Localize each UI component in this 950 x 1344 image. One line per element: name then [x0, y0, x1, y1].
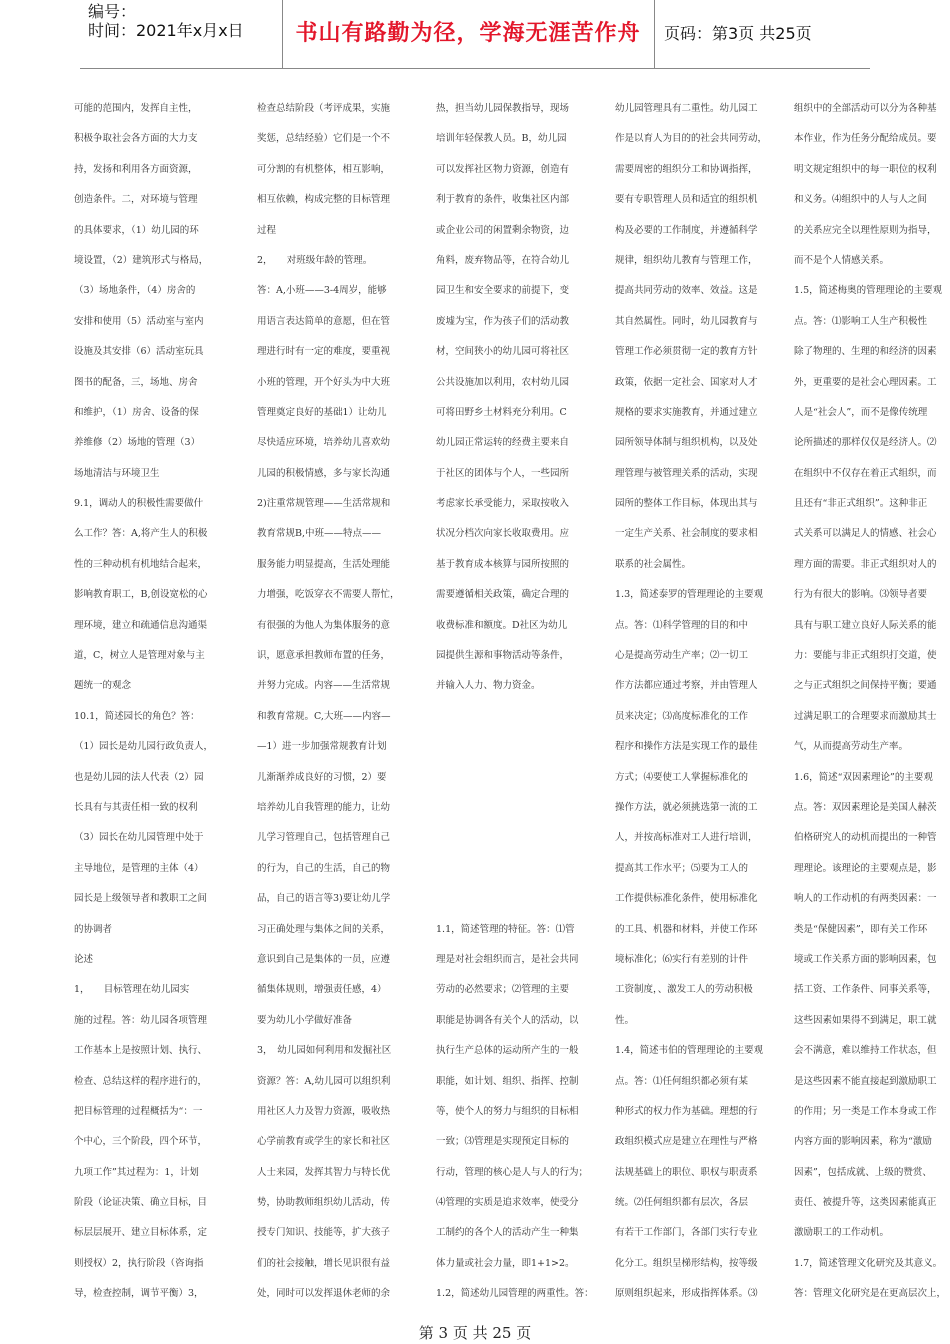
text-line: 废墟为宝，作为孩子们的活动教 — [436, 315, 570, 327]
text-line: 工制约的各个人的活动产生一种集 — [436, 1227, 579, 1239]
text-line: 程序和操作方法是实现工作的最佳 — [615, 741, 758, 753]
text-line: 境或工作关系方面的影响因素，包 — [794, 953, 937, 965]
text-line: 具有与职工建立良好人际关系的能 — [794, 619, 937, 631]
text-line: 的具体要求，（1）幼儿园的环 — [74, 224, 199, 236]
text-line: 明文规定组织中的每一职位的权利 — [794, 163, 937, 175]
text-line: 相互依赖，构成完整的目标管理 — [257, 194, 391, 206]
text-line: 理理论。该理论的主要观点是，影 — [794, 862, 937, 874]
text-line: 影响教育职工，B,创设宽松的心 — [74, 589, 208, 601]
text-line: 作是以育人为目的的社会共同劳动， — [615, 133, 768, 145]
text-line: 1.3，简述泰罗的管理理论的主要观 — [615, 589, 764, 601]
text-line: 考虑家长承受能力，采取按收入 — [436, 498, 570, 510]
text-line: 处，同时可以发挥退休老师的余 — [257, 1288, 391, 1300]
text-line: 儿渐渐养成良好的习惯，2）要 — [257, 771, 387, 783]
text-line: 性。 — [615, 1014, 635, 1026]
text-line: ⑷管理的实质是追求效率，使受分 — [436, 1197, 579, 1209]
text-line: 阶段（论证决策、确立目标，目 — [74, 1197, 208, 1209]
text-line: 且还有“非正式组织”。这种非正 — [794, 498, 928, 510]
text-line: 小班的管理，开个好头为中大班 — [257, 376, 391, 388]
text-line: 检查、总结这样的程序进行的， — [74, 1075, 208, 1087]
header-page-cell — [654, 0, 870, 68]
text-line: 境标准化；⑹实行有差别的计件 — [615, 953, 749, 965]
text-line: 施的过程。答：幼儿园各项管理 — [74, 1014, 208, 1026]
text-line: 伯格研究人的动机而提出的一种管 — [794, 832, 937, 844]
text-column-3 — [436, 94, 594, 1310]
header-motto-cell — [282, 0, 655, 68]
text-line: 式关系可以满足人的情感、社会心 — [794, 528, 937, 540]
text-line: 长具有与其责任相一致的权利 — [74, 801, 198, 813]
text-line: 提高其工作水平；⑸要为工人的 — [615, 862, 749, 874]
text-line: 原则组织起来，形成指挥体系。⑶ — [615, 1288, 758, 1300]
text-line: 创造条件。二，对环境与管理 — [74, 194, 198, 206]
text-line: 之与正式组织之间保持平衡；要通 — [794, 680, 937, 692]
text-line: 题统一的观念 — [74, 680, 132, 692]
text-line: 公共设施加以利用，农村幼儿园 — [436, 376, 570, 388]
text-line: 持，发扬和利用各方面资源， — [74, 163, 198, 175]
text-line — [436, 793, 586, 823]
text-line: 境设置，（2）建筑形式与格局， — [74, 254, 209, 266]
text-line: 图书的配备，三，场地、房舍 — [74, 376, 198, 388]
text-line: 园提供生源和事物活动等条件， — [436, 650, 570, 662]
text-line: 责任、被提升等，这类因素能真正 — [794, 1197, 937, 1209]
text-line: 有很强的为他人为集体服务的意 — [257, 619, 391, 631]
text-line: 标层层展开、建立目标体系，定 — [74, 1227, 208, 1239]
text-line: 激励职工的工作动机。 — [794, 1227, 890, 1239]
text-line: 和教育常规。C,大班——内容— — [257, 710, 391, 722]
text-line: 化分工。组织呈梯形结构，按等级 — [615, 1257, 758, 1269]
text-line: 答：A,小班——3-4周岁，能够 — [257, 285, 387, 297]
text-line: 政组织模式应是建立在理性与严格 — [615, 1136, 758, 1148]
text-line: 管理奠定良好的基础1）让幼儿 — [257, 406, 387, 418]
text-line — [436, 854, 586, 884]
text-line: 构及必要的工作制度，并遵循科学 — [615, 224, 758, 236]
text-line: 外，更重要的是社会心理因素。工 — [794, 376, 937, 388]
text-line: 培养幼儿自我管理的能力，让幼 — [257, 801, 391, 813]
text-line: 力：要能与非正式组织打交道，使 — [794, 650, 937, 662]
text-line: 并输入人力、物力资金。 — [436, 680, 541, 692]
text-line: 本作业，作为任务分配给成员。要 — [794, 133, 937, 145]
text-line: 1.1，简述管理的特征。答：⑴管 — [436, 923, 575, 935]
text-line: 园所的整体工作目标，体现出其与 — [615, 498, 758, 510]
text-line: 法规基础上的职位、职权与职责系 — [615, 1166, 758, 1178]
text-line: 职能是协调各有关个人的活动，以 — [436, 1014, 579, 1026]
text-line: 习正确处理与集体之间的关系， — [257, 923, 391, 935]
text-line: 于社区的团体与个人，一些园所 — [436, 467, 570, 479]
text-line: 九项工作”其过程为：1，计划 — [74, 1166, 199, 1178]
text-line: 管理工作必须贯彻一定的教育方针 — [615, 346, 758, 358]
text-line: 奖惩，总结经验）它们是一个不 — [257, 133, 391, 145]
text-line: 理进行时有一定的难度，要重视 — [257, 346, 391, 358]
text-line: 性的三种动机有机地结合起来， — [74, 558, 208, 570]
text-line: 热，担当幼儿园保教指导，现场 — [436, 103, 570, 114]
text-line: 可能的范围内，发挥自主性， — [74, 103, 198, 114]
page-header — [80, 0, 870, 69]
text-line: 9.1，调动人的积极性需要做什 — [74, 498, 204, 510]
text-line: 儿学习管理自己，包括管理自己 — [257, 832, 391, 844]
text-line: 理环境，建立和疏通信息沟通渠 — [74, 619, 208, 631]
text-line: 授专门知识、技能等，扩大孩子 — [257, 1227, 391, 1239]
text-line: 等，使个人的努力与组织的目标相 — [436, 1105, 579, 1117]
text-line: 过满足职工的合理要求而激励其士 — [794, 710, 937, 722]
header-page-info: 页码：第3页 共25页 — [664, 24, 812, 43]
text-line: 需要周密的组织分工和协调指挥， — [615, 163, 758, 175]
text-line: 或企业公司的闲置剩余物资，边 — [436, 224, 570, 236]
text-line: 需要遵循相关政策，确定合理的 — [436, 589, 570, 601]
text-line: 主导地位，是管理的主体（4） — [74, 862, 204, 874]
text-line: 要为幼儿小学做好准备 — [257, 1014, 353, 1026]
text-line: （3）园长在幼儿园管理中处于 — [74, 832, 204, 844]
text-line: 1.2，简述幼儿园管理的两重性。答： — [436, 1288, 594, 1300]
text-line: 设施及其安排（6）活动室玩具 — [74, 346, 204, 358]
text-line: 在组织中不仅存在着正式组织，而 — [794, 467, 937, 479]
text-line: 1.7，简述管理文化研究及其意义。 — [794, 1257, 943, 1269]
text-line: 行为有很大的影响。⑶领导者要 — [794, 589, 928, 601]
text-line: 养维修（2）场地的管理（3） — [74, 437, 201, 449]
text-line: 工作提供标准化条件，使用标准化 — [615, 893, 758, 905]
text-line: 2， 对班级年龄的管理。 — [257, 254, 373, 266]
text-line: 教育常规B,中班——特点—— — [257, 528, 382, 540]
text-line: 幼儿园管理具有二重性。幼儿园工 — [615, 103, 758, 114]
text-line: 园卫生和安全要求的前提下，变 — [436, 285, 570, 297]
text-line: 么工作？答：A,将产生人的积极 — [74, 528, 208, 540]
text-line: 政策，依据一定社会、国家对人才 — [615, 376, 758, 388]
text-line: 识，愿意承担教师布置的任务， — [257, 650, 391, 662]
text-line: 的关系应完全以理性原则为指导， — [794, 224, 937, 236]
text-line: 职能，如计划、组织、指挥、控制 — [436, 1075, 579, 1087]
text-line: 1.5，简述梅奥的管理理论的主要观 — [794, 285, 943, 297]
text-line: 是这些因素不能直接起到激励职工 — [794, 1075, 937, 1087]
text-line: 论述 — [74, 953, 94, 965]
text-line: 除了物理的、生理的和经济的因素 — [794, 346, 937, 358]
text-line: （3）场地条件，（4）房舍的 — [74, 285, 196, 297]
text-line: 心学前教育或学生的家长和社区 — [257, 1136, 391, 1148]
text-line: 服务能力明显提高，生活处理能 — [257, 558, 391, 570]
text-line: 检查总结阶段（考评成果，实施 — [257, 103, 391, 114]
text-line: 园长是上级领导者和教职工之间 — [74, 893, 208, 905]
text-line: 而不是个人情感关系。 — [794, 254, 890, 266]
text-line: 2)注重常规管理——生活常规和 — [257, 498, 391, 510]
text-line: 人士来园，发挥其智力与特长优 — [257, 1166, 391, 1178]
text-line: 统。⑵任何组织都有层次，各层 — [615, 1197, 749, 1209]
text-line: 把目标管理的过程概括为“：一 — [74, 1105, 203, 1117]
text-line: 内容方面的影响因素，称为“激励 — [794, 1136, 932, 1148]
text-line: 提高共同劳动的效率、效益。这是 — [615, 285, 758, 297]
text-line: 10.1，简述园长的角色？答： — [74, 710, 200, 722]
text-column-5 — [794, 94, 950, 1310]
text-line: 则授权）2，执行阶段（咨询指 — [74, 1257, 204, 1269]
text-line: 积极争取社会各方面的大力支 — [74, 133, 198, 145]
text-line: 安排和使用（5）活动室与室内 — [74, 315, 204, 327]
text-line: 也是幼儿园的法人代表（2）园 — [74, 771, 204, 783]
text-line — [436, 884, 586, 914]
text-line: 括工资、工作条件、同事关系等， — [794, 984, 937, 996]
header-motto: 书山有路勤为径，学海无涯苦作舟 — [295, 21, 641, 46]
text-line: 有若干工作部门，各部门实行专业 — [615, 1227, 758, 1239]
text-line: 的行为，自己的生活，自己的物 — [257, 862, 391, 874]
text-column-4 — [615, 94, 768, 1310]
header-meta — [80, 0, 283, 68]
text-line: 因素”，包括成就、上级的赞赏、 — [794, 1166, 932, 1178]
text-column-2 — [257, 94, 407, 1310]
text-line: 道，C，树立人是管理对象与主 — [74, 650, 205, 662]
text-line: 会不满意，难以维持工作状态，但 — [794, 1045, 937, 1057]
document-date-label: 时间：2021年x月x日 — [88, 21, 244, 40]
text-line: 基于教育成本核算与园所按照的 — [436, 558, 570, 570]
text-line — [436, 823, 586, 853]
text-line: 1.6，简述“双因素理论”的主要观 — [794, 771, 933, 783]
text-line: 点。答：⑴任何组织都必须有某 — [615, 1075, 749, 1087]
text-line: 理是对社会组织而言，是社会共同 — [436, 953, 579, 965]
text-line: 的作用；另一类是工作本身或工作 — [794, 1105, 937, 1117]
text-line: 力增强，吃饭穿衣不需要人帮忙， — [257, 589, 400, 601]
text-line: 类是“保健因素”，即有关工作环 — [794, 923, 928, 935]
text-line: 1.4，简述韦伯的管理理论的主要观 — [615, 1045, 764, 1057]
text-line: 利于教育的条件，收集社区内部 — [436, 194, 570, 206]
text-line: 尽快适应环境，培养幼儿喜欢幼 — [257, 437, 391, 449]
text-line: 一致；⑶管理是实现预定目标的 — [436, 1136, 570, 1148]
text-line: 1， 目标管理在幼儿园实 — [74, 984, 190, 996]
text-line: 点。答：双因素理论是美国人赫茨 — [794, 801, 937, 813]
text-line: 用语言表达简单的意愿，但在管 — [257, 315, 391, 327]
text-line: 行动，管理的核心是人与人的行为； — [436, 1166, 589, 1178]
text-line: 势，协助教师组织幼儿活动，传 — [257, 1197, 391, 1209]
page-footer: 第 3 页 共 25 页 — [418, 1324, 532, 1342]
text-line: 规律，组织幼儿教育与管理工作， — [615, 254, 758, 266]
text-line: 要有专职管理人员和适宜的组织机 — [615, 194, 758, 206]
text-line: 幼儿园正常运转的经费主要来自 — [436, 437, 570, 449]
text-line: 们的社会接触，增长见识很有益 — [257, 1257, 391, 1269]
text-line: 和义务。⑷组织中的人与人之间 — [794, 194, 928, 206]
text-line: 可分割的有机整体，相互影响， — [257, 163, 391, 175]
text-line — [436, 702, 586, 732]
text-line: 角料，废弃物品等，在符合幼儿 — [436, 254, 570, 266]
text-line: （1）园长是幼儿园行政负责人， — [74, 741, 214, 753]
text-line: 用社区人力及智力资源，吸收热 — [257, 1105, 391, 1117]
text-line: 点。答：⑴影响工人生产积极性 — [794, 315, 928, 327]
text-line: 联系的社会属性。 — [615, 558, 692, 570]
text-line: 响人的工作动机的有两类因素：一 — [794, 893, 937, 905]
text-line: 组织中的全部活动可以分为各种基 — [794, 103, 937, 114]
document-number-label: 编号： — [88, 2, 137, 21]
text-line: 答：管理文化研究是在更高层次上， — [794, 1288, 947, 1300]
text-line: 过程 — [257, 224, 277, 236]
text-line: 的协调者 — [74, 923, 113, 935]
text-line: 点。答：⑴科学管理的目的和中 — [615, 619, 749, 631]
text-line: 资源？答：A,幼儿园可以组织利 — [257, 1075, 391, 1087]
text-line: 收费标准和额度。D社区为幼儿 — [436, 619, 568, 631]
text-line: 种形式的权力作为基础。理想的行 — [615, 1105, 758, 1117]
text-column-1 — [74, 94, 224, 1310]
text-line: 品，自己的语言等3)要让幼儿学 — [257, 893, 391, 905]
text-line: 员来决定；⑶高度标准化的工作 — [615, 710, 749, 722]
text-line: 材，空间狭小的幼儿园可将社区 — [436, 346, 570, 358]
text-line: —1）进一步加强常规教育计划 — [257, 741, 387, 753]
text-line: 可将田野乡土材料充分利用。C — [436, 406, 567, 418]
text-line: 个中心，三个阶段，四个环节， — [74, 1136, 208, 1148]
text-line: 体力量或社会力量，即1+1>2。 — [436, 1257, 575, 1269]
text-line: 作方法都应通过考察，并由管理人 — [615, 680, 758, 692]
text-line: 场地清洁与环境卫生 — [74, 467, 160, 479]
text-line: 心是提高劳动生产率；⑵一切工 — [615, 650, 749, 662]
text-line: 操作方法，就必须挑选第一流的工 — [615, 801, 758, 813]
text-line: 一定生产关系、社会制度的要求相 — [615, 528, 758, 540]
text-line: 循集体规则，增强责任感，4） — [257, 984, 387, 996]
text-line: 规格的要求实施教育，并通过建立 — [615, 406, 758, 418]
text-line: 3， 幼儿园如何利用和发掘社区 — [257, 1045, 392, 1057]
text-line: 的工具、机器和材料，并使工作环 — [615, 923, 758, 935]
text-line: 理管理与被管理关系的活动，实现 — [615, 467, 758, 479]
text-line: 人，并按高标准对工人进行培训， — [615, 832, 758, 844]
text-line: 意识到自己是集体的一员，应遵 — [257, 953, 391, 965]
text-line: 工资制度，、激发工人的劳动积极 — [615, 984, 753, 996]
text-line: 这些因素如果得不到满足，职工就 — [794, 1014, 937, 1026]
text-line: 可以发挥社区物力资源，创造有 — [436, 163, 570, 175]
text-line: 方式；⑷要使工人掌握标准化的 — [615, 771, 749, 783]
text-line: 气，从而提高劳动生产率。 — [794, 741, 909, 753]
text-line: 儿园的积极情感，多与家长沟通 — [257, 467, 391, 479]
text-line: 导，检查控制，调节平衡）3， — [74, 1288, 204, 1300]
text-line: 培训年轻保教人员。B，幼儿园 — [436, 133, 567, 145]
text-line: 其自然属性。同时，幼儿园教育与 — [615, 315, 758, 327]
text-line: 和维护，（1）房舍、设备的保 — [74, 406, 199, 418]
text-line: 人是“社会人”，而不是像传统理 — [794, 406, 928, 418]
text-line — [436, 763, 586, 793]
text-line: 执行生产总体的运动所产生的一般 — [436, 1045, 579, 1057]
text-line: 并努力完成。内容——生活常规 — [257, 680, 391, 692]
text-line: 园所领导体制与组织机构，以及处 — [615, 437, 758, 449]
text-line: 工作基本上是按照计划、执行、 — [74, 1045, 208, 1057]
text-line: 理方面的需要。非正式组织对人的 — [794, 558, 937, 570]
text-line — [436, 732, 586, 762]
text-line: 劳动的必然要求；⑵管理的主要 — [436, 984, 570, 996]
text-line: 论所描述的那样仅仅是经济人。⑵ — [794, 437, 937, 449]
text-line: 状况分档次向家长收取费用。应 — [436, 528, 570, 540]
body-columns — [74, 94, 947, 1322]
